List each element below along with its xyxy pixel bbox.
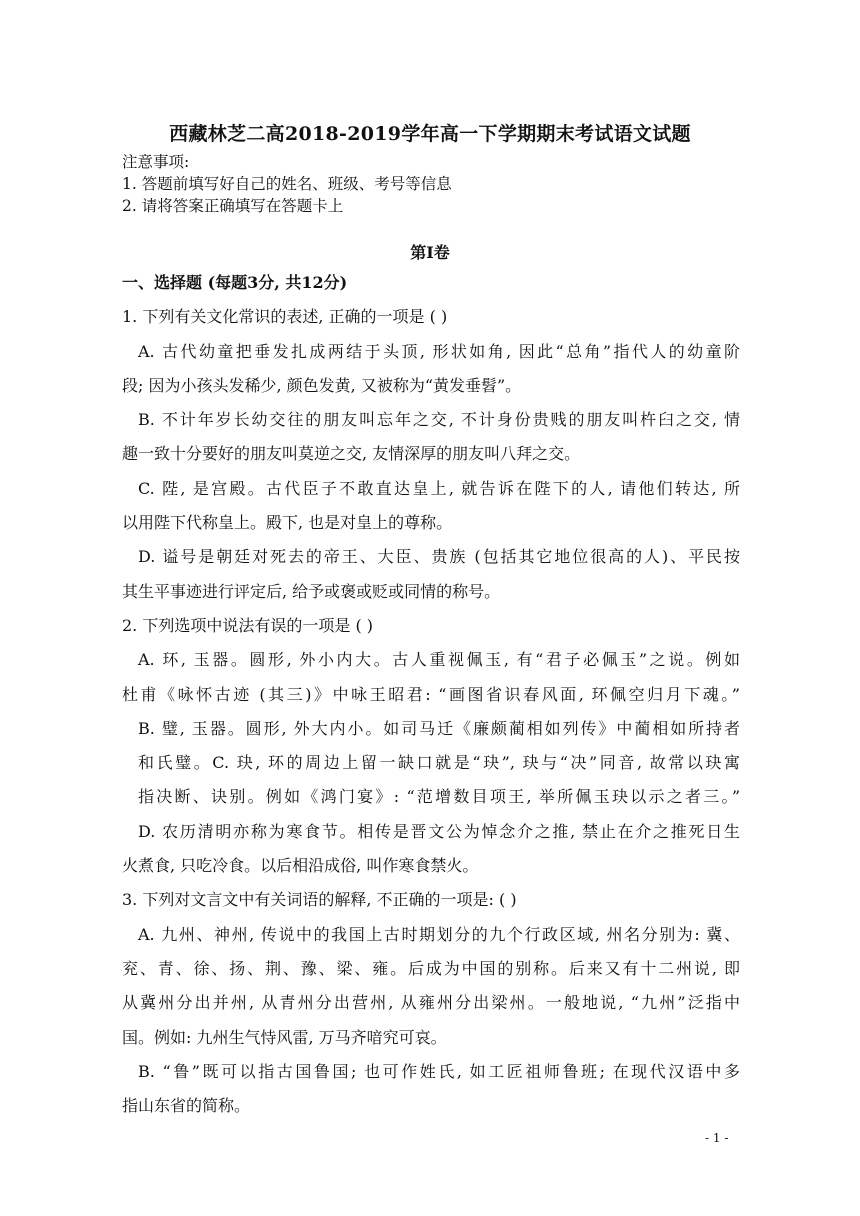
question-1-stem: 1. 下列有关文化常识的表述, 正确的一项是 ( ) (122, 307, 448, 327)
q2-option-d-line: 火煮食, 只吃冷食。以后相沿成俗, 叫作寒食禁火。 (122, 856, 479, 876)
q3-option-a-line: A. 九州、神州, 传说中的我国上古时期划分的九个行政区域, 州名分别为: 冀、 (138, 924, 740, 944)
notice-block (122, 151, 452, 217)
q3-option-a-line: 国。例如: 九州生气恃风雷, 万马齐喑究可哀。 (122, 1027, 447, 1047)
question-2-stem: 2. 下列选项中说法有误的一项是 ( ) (122, 615, 374, 635)
notice-heading: 注意事项: (122, 153, 190, 171)
q3-option-a-line: 从冀州分出并州, 从青州分出营州, 从雍州分出梁州。一般地说, “九州”泛指中 (122, 993, 740, 1013)
notice-item: 1. 答题前填写好自己的姓名、班级、考号等信息 (122, 175, 452, 193)
q1-option-d-line: 其生平事迹进行评定后, 给予或褒或贬或同情的称号。 (122, 581, 501, 601)
q3-option-b-line: 指山东省的简称。 (122, 1096, 251, 1116)
question-content (122, 266, 740, 1123)
notice-item: 2. 请将答案正确填写在答题卡上 (122, 197, 344, 215)
q2-option-bc-line: B. 璧, 玉器。圆形, 外大内小。如司马迁《廉颇蔺相如列传》中蔺相如所持者 (138, 718, 740, 738)
page-number: - 1 - (705, 1131, 729, 1145)
q1-option-b-line: B. 不计年岁长幼交往的朋友叫忘年之交, 不计身份贵贱的朋友叫杵臼之交, 情 (138, 410, 740, 430)
q2-option-d-line: D. 农历清明亦称为寒食节。相传是晋文公为悼念介之推, 禁止在介之推死日生 (138, 821, 740, 841)
q2-option-bc-line: 指决断、诀别。例如《鸿门宴》: “范增数目项王, 举所佩玉玦以示之者三。” (138, 787, 740, 807)
q3-option-a-line: 兖、青、徐、扬、荆、豫、梁、雍。后成为中国的别称。后来又有十二州说, 即 (122, 958, 740, 978)
q1-option-a-line: A. 古代幼童把垂发扎成两结于头顶, 形状如角, 因此“总角”指代人的幼童阶 (138, 341, 740, 361)
section-title: 第I卷 (410, 243, 450, 262)
document-title: 西藏林芝二高2018-2019学年高一下学期期末考试语文试题 (169, 123, 691, 145)
q1-option-b-line: 趣一致十分要好的朋友叫莫逆之交, 友情深厚的朋友叫八拜之交。 (122, 444, 581, 464)
q1-option-c-line: C. 陛, 是宫殿。古代臣子不敢直达皇上, 就告诉在陛下的人, 请他们转达, 所 (138, 478, 740, 498)
part-heading: 一、选择题 (每题3分, 共12分) (122, 273, 348, 292)
q2-option-a-line: A. 环, 玉器。圆形, 外小内大。古人重视佩玉, 有“君子必佩玉”之说。例如 (138, 650, 740, 670)
question-3-stem: 3. 下列对文言文中有关词语的解释, 不正确的一项是: ( ) (122, 890, 517, 910)
q2-option-bc-line: 和氏璧。C. 玦, 环的周边上留一缺口就是“玦”, 玦与“决”同音, 故常以玦寓 (138, 753, 740, 773)
q1-option-c-line: 以用陛下代称皇上。殿下, 也是对皇上的尊称。 (122, 513, 453, 533)
q2-option-a-line: 杜甫《咏怀古迹 (其三)》中咏王昭君: “画图省识春风面, 环佩空归月下魂。” (122, 684, 740, 704)
q1-option-d-line: D. 谥号是朝廷对死去的帝王、大臣、贵族 (包括其它地位很高的人)、平民按 (138, 547, 740, 567)
q1-option-a-line: 段; 因为小孩头发稀少, 颜色发黄, 又被称为“黄发垂髫”。 (122, 375, 522, 395)
q3-option-b-line: B. “鲁”既可以指古国鲁国; 也可作姓氏, 如工匠祖师鲁班; 在现代汉语中多 (138, 1061, 740, 1081)
